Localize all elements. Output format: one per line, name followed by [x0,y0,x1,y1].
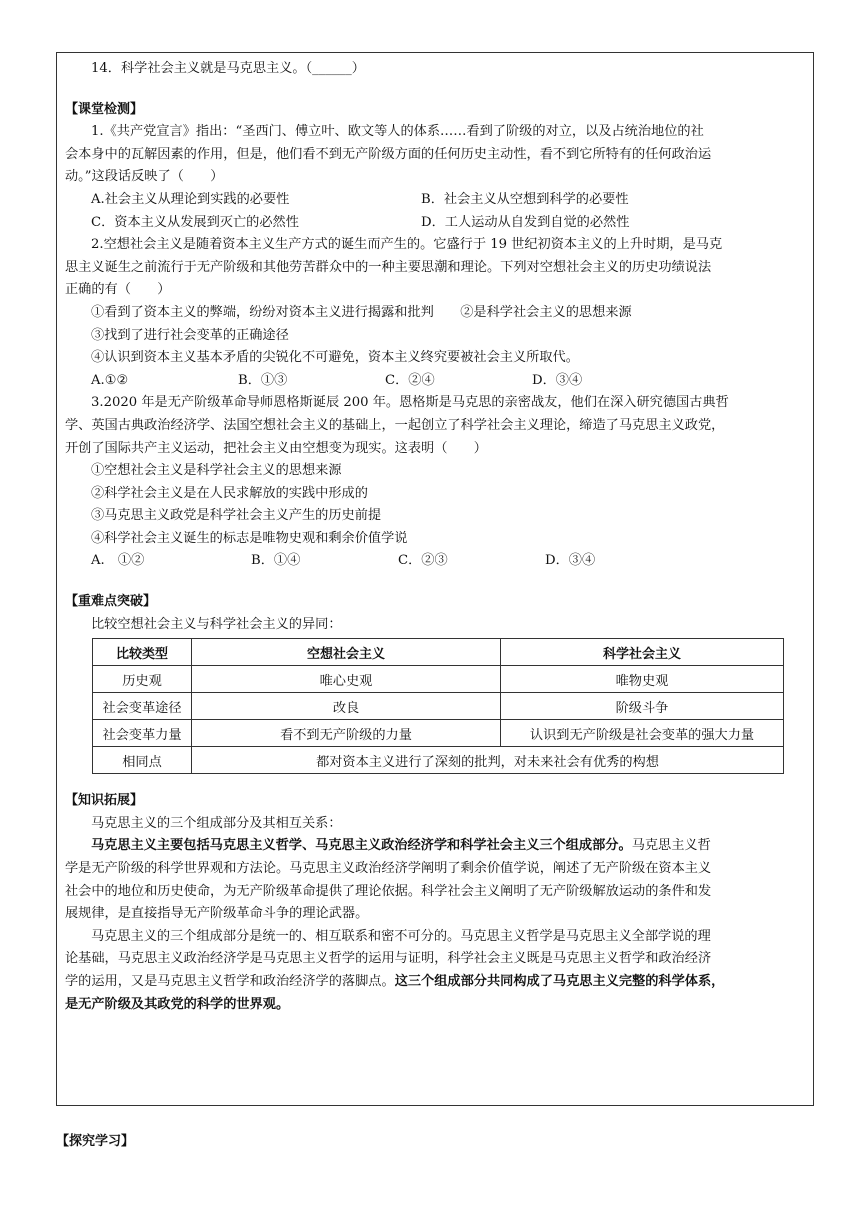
q2-option-d[interactable]: D．③④ [532,372,583,388]
q2-item: ④认识到资本主义基本矛盾的尖锐化不可避免，资本主义终究要被社会主义所取代。 [91,350,579,366]
q3-option-b[interactable]: B．①④ [251,553,301,569]
explore-heading: 【探究学习】 [56,1134,135,1149]
comparison-table [92,638,784,774]
q1-options-row [65,189,807,212]
q2-line: 正确的有（ ） [65,282,171,298]
q3-item: ①空想社会主义是科学社会主义的思想来源 [91,463,342,479]
q3-line: 开创了国际共产主义运动，把社会主义由空想变为现实。这表明（ ） [65,440,487,456]
q3-line: 3.2020 年是无产阶级革命导师恩格斯诞辰 200 年。恩格斯是马克思的亲密战友，他们在深入研究德国古典哲 [91,395,729,411]
table-cell: 相同点 [93,747,192,774]
comparison-intro: 比较空想社会主义与科学社会主义的异同： [91,616,342,632]
q2-option-a[interactable]: A.①② [91,372,129,388]
q1-options-row [65,212,807,235]
q1-option-a[interactable]: A.社会主义从理论到实践的必要性 [91,191,290,207]
q1-line: 动。”这段话反映了（ ） [65,169,224,185]
table-cell: 改良 [192,693,501,720]
table-cell: 唯心史观 [192,666,501,693]
table-cell: 历史观 [93,666,192,693]
table-row [93,693,784,720]
paragraph-line: 展规律，是直接指导无产阶级革命斗争的理论武器。 [65,906,369,922]
table-row [93,666,784,693]
q2-item: ①看到了资本主义的弊端，纷纷对资本主义进行揭露和批判 ②是科学社会主义的思想来源 [91,304,632,320]
table-row [93,720,784,747]
paragraph-line: 社会中的地位和历史使命，为无产阶级革命提供了理论依据。科学社会主义阐明了无产阶级解放运动的条件和发 [65,883,712,899]
text-run: 学的运用，又是马克思主义哲学和政治经济学的落脚点。 [65,974,395,989]
extension-intro: 马克思主义的三个组成部分及其相互关系： [91,815,342,831]
table-header: 比较类型 [93,639,192,666]
q2-item: ③找到了进行社会变革的正确途径 [91,327,289,343]
q2-line: 2.空想社会主义是随着资本主义生产方式的诞生而产生的。它盛行于 19 世纪初资本主义的上升时期，是马克 [91,237,723,253]
q2-options-row [65,370,807,393]
table-cell: 社会变革途径 [93,693,192,720]
extension-paragraph-1 [65,835,807,858]
paragraph-line: 马克思主义的三个组成部分是统一的、相互联系和密不可分的。马克思主义哲学是马克思主义全部学说的理 [91,928,711,944]
q2-option-b[interactable]: B．①③ [238,372,288,388]
q3-line: 学、英国古典政治经济学、法国空想社会主义的基础上，一起创立了科学社会主义理论，缔造了马克思主义政党， [65,417,725,433]
q2-option-c[interactable]: C．②④ [385,372,435,388]
table-cell: 阶级斗争 [501,693,784,720]
text-run: 马克思主义哲 [631,838,711,854]
q2-line: 思主义诞生之前流行于无产阶级和其他劳苦群众中的一种主要思潮和理论。下列对空想社会主义的历史功绩说法 [65,259,712,275]
q1-line: 会本身中的瓦解因素的作用，但是，他们看不到无产阶级方面的任何历史主动性，看不到它所特有的任何政治运 [65,146,712,162]
worksheet-content [65,58,807,1016]
question-2 [65,234,807,392]
q3-item: ②科学社会主义是在人民求解放的实践中形成的 [91,485,368,501]
bold-statement: 这三个组成部分共同构成了马克思主义完整的科学体系， [394,974,725,989]
table-cell: 都对资本主义进行了深刻的批判，对未来社会有优秀的构想 [192,747,784,774]
q1-option-b[interactable]: B．社会主义从空想到科学的必要性 [421,191,629,207]
q3-option-c[interactable]: C．②③ [398,553,448,569]
q3-option-a[interactable]: A. ①② [91,553,145,569]
extension-heading: 【知识拓展】 [65,793,144,809]
q1-option-d[interactable]: D．工人运动从自发到自觉的必然性 [421,214,630,230]
key-points-heading: 【重难点突破】 [65,594,157,610]
question-1 [65,121,807,234]
bold-statement: 是无产阶级及其政党的科学的世界观。 [65,996,290,1012]
question-3 [65,392,807,573]
q3-item: ④科学社会主义诞生的标志是唯物史观和剩余价值学说 [91,530,408,546]
paragraph-line [65,971,807,994]
bold-statement: 马克思主义主要包括马克思主义哲学、马克思主义政治经济学和科学社会主义三个组成部分。 [91,838,632,854]
table-cell: 认识到无产阶级是社会变革的强大力量 [501,720,784,747]
classroom-heading: 【课堂检测】 [65,101,144,117]
paragraph-line: 论基础，马克思主义政治经济学是马克思主义哲学的运用与证明，科学社会主义既是马克思主义哲学和政治经济 [65,951,712,967]
question-14: 14．科学社会主义就是马克思主义。（______） [91,61,365,76]
table-cell: 社会变革力量 [93,720,192,747]
q1-option-c[interactable]: C．资本主义从发展到灭亡的必然性 [91,214,299,230]
table-header: 科学社会主义 [501,639,784,666]
q3-item: ③马克思主义政党是科学社会主义产生的历史前提 [91,508,382,524]
table-row [93,747,784,774]
q3-option-d[interactable]: D．③④ [545,553,596,569]
paragraph-line: 学是无产阶级的科学世界观和方法论。马克思主义政治经济学阐明了剩余价值学说，阐述了无产阶级在资本主义 [65,861,712,877]
q1-line: 1.《共产党宣言》指出：“圣西门、傅立叶、欧文等人的体系……看到了阶级的对立，以及占统治地位的社 [91,124,704,140]
q3-options-row [65,550,807,573]
table-header: 空想社会主义 [192,639,501,666]
table-cell: 看不到无产阶级的力量 [192,720,501,747]
table-header-row [93,639,784,666]
table-cell: 唯物史观 [501,666,784,693]
